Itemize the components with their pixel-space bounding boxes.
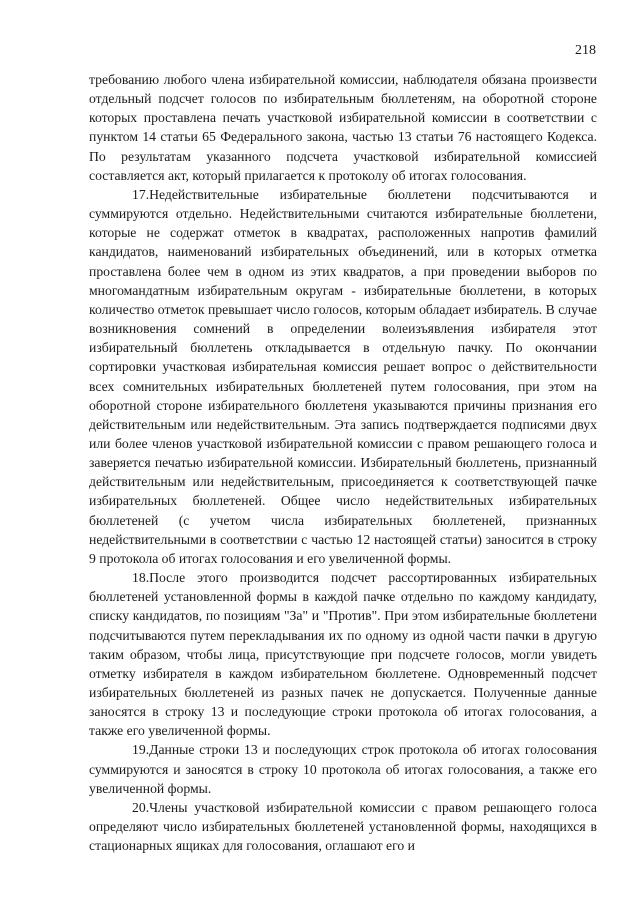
page-number: 218 (575, 43, 596, 58)
paragraph-item-20: 20.Члены участковой избирательной комиссии с правом решающего голоса определяют число избирательных бюллетеней установленной формы, находящихся в стационарных ящиках для голосования, оглашают его и (89, 799, 597, 854)
paragraph-item-19: 19.Данные строки 13 и последующих строк протокола об итогах голосования суммируются и заносятся в строку 10 протокола об итогах голосования, а также его увеличенной формы. (89, 742, 597, 796)
paragraph-item-17: 17.Недействительные избирательные бюллетени подсчитываются и суммируются отдельно. Недействительными считаются избирательные бюллетени, которые не содержат отметок в квадратах, расположенных напротив фамилий кандидатов, наименований избирательных объединений, или в которых отметка проставлена более чем в одном из этих квадратов, а при проведении выборов по многомандатным избирательным округам - избирательные бюллетени, в которых количество отметок превышает число голосов, которым обладает избиратель. В случае возникновения сомнений в определении волеизъявления избирателя этот избирательный бюллетень откладывается в отдельную пачку. По окончании сортировки участковая избирательная комиссия решает вопрос о действительности всех сомнительных избирательных бюллетеней путем голосования, при этом на оборотной стороне избирательного бюллетеня указываются причины признания его действительным или недействительным. Эта запись подтверждается подписями двух или более членов участковой избирательной комиссии с правом решающего голоса и заверяется печатью избирательной комиссии. Избирательный бюллетень, признанный действительным или недействительным, присоединяется к соответствующей пачке избирательных бюллетеней. Общее число недействительных избирательных бюллетеней (с учетом числа избирательных бюллетеней, признанных недействительными в соответствии с частью 12 настоящей статьи) заносится в строку 9 протокола об итогах голосования и его увеличенной формы. (89, 186, 597, 566)
paragraph-item-18: 18.После этого производится подсчет рассортированных избирательных бюллетеней установленной формы в каждой пачке отдельно по каждому кандидату, списку кандидатов, по позициям "За" и "Против". При этом избирательные бюллетени подсчитываются путем перекладывания их по одному из одной части пачки в другую таким образом, чтобы лица, присутствующие при подсчете голосов, могли увидеть отметку избирателя в каждом избирательном бюллетене. Одновременный подсчет избирательных бюллетеней из разных пачек не допускается. Полученные данные заносятся в строку 13 и последующие строки протокола об итогах голосования, а также его увеличенной формы. (89, 570, 597, 739)
paragraph-continuation: требованию любого члена избирательной комиссии, наблюдателя обязана произвести отдельный подсчет голосов по избирательным бюллетеням, на оборотной стороне которых проставлена печать участковой избирательной комиссии в соответствии с пунктом 14 статьи 65 Федерального закона, частью 13 статьи 76 настоящего Кодекса. По результатам указанного подсчета участковой избирательной комиссией составляется акт, который прилагается к протоколу об итогах голосования. (89, 72, 597, 183)
body-text (89, 70, 597, 855)
